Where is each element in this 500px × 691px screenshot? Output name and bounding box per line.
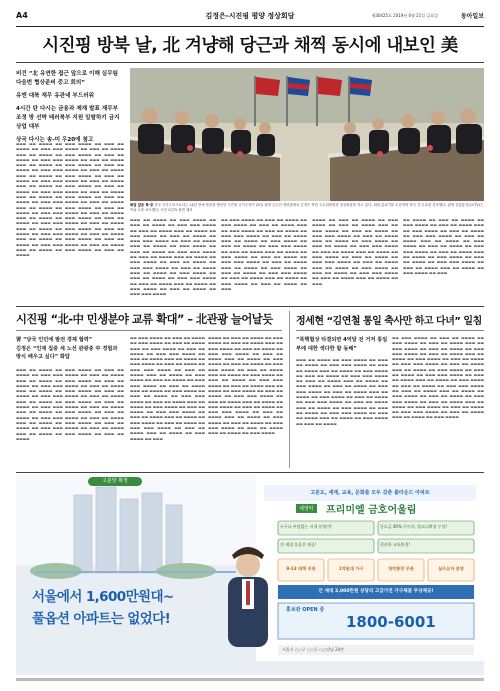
right-story-subheads — [296, 336, 388, 353]
subhead: “북핵협상 타결되면 4억달 전 거저 통일부에 대한 색다한 할 동해” — [296, 337, 388, 352]
left-story-body-col1: ▬▬▬ ▬▬ ▬▬▬▬ ▬▬ ▬▬▬ ▬▬▬▬ ▬▬ ▬▬▬ ▬▬ ▬▬▬▬ ▬▬ ▬▬▬ ▬▬▬ ▬▬▬▬ ▬▬ ▬▬▬ ▬▬ ▬▬▬▬ ▬▬▬ ▬▬ ▬▬▬▬ ▬▬ ▬▬▬ ▬▬▬▬ ▬▬ ▬▬▬ ▬▬ ▬▬▬▬ ▬▬ ▬▬▬ ▬▬▬ ▬▬▬▬ ▬▬ ▬▬▬ ▬▬ ▬▬▬▬ ▬▬▬ ▬▬ ▬▬▬▬ ▬▬ ▬▬▬ ▬▬▬▬ ▬▬ ▬▬▬ ▬▬ ▬▬▬▬ ▬▬ ▬▬▬ ▬▬▬ ▬▬▬▬ ▬▬ ▬▬▬ ▬▬ ▬▬▬▬ ▬▬▬ ▬▬ ▬▬▬▬ ▬▬ ▬▬▬ ▬▬▬▬ ▬▬ ▬▬▬ ▬▬ ▬▬▬▬ ▬▬ ▬▬▬ ▬▬▬ ▬▬▬▬ ▬▬ ▬▬▬ ▬▬ ▬▬▬▬ ▬▬▬ ▬▬ ▬▬▬▬ ▬▬ ▬▬▬ ▬▬▬▬ ▬▬ ▬▬▬ ▬▬ ▬▬▬▬ ▬▬ ▬▬▬ ▬▬▬ ▬▬▬▬ ▬▬ ▬▬▬ ▬▬ ▬▬▬▬ ▬▬▬ ▬▬ ▬▬▬▬ ▬▬ ▬▬▬ ▬▬▬▬ ▬▬ ▬▬▬ ▬▬ ▬▬▬▬ ▬▬ ▬▬▬ ▬▬▬ ▬▬▬▬ ▬▬ ▬▬▬ ▬▬ ▬▬▬▬ ▬▬▬ ▬▬ ▬▬▬▬ ▬▬ ▬▬▬ ▬▬▬▬ ▬▬ ▬▬▬ ▬▬ ▬▬▬▬ — [16, 368, 124, 441]
photo-caption-text: 중국 국가주석으로서는 14년 만에 북한을 방문한 시진핑 국가주석이 20일 평양 금수산 영빈관에서 김정은 북한 국무위원장과 정상회담을 하고 있다. 회담 분위기를 수습하며 양국 간 우호를 강조했다. 관영 중앙통신(CCTV)는 이날 오후 보도했다. 사진 CCTV 화면 캡처 — [130, 203, 484, 212]
right-story-body-col2: ▬▬ ▬▬▬ ▬▬▬▬ ▬▬ ▬▬▬ ▬▬ ▬▬▬▬ ▬▬ ▬▬▬ ▬▬▬▬ ▬▬ ▬▬▬ ▬▬ ▬▬▬▬ ▬▬▬ ▬▬ ▬▬▬ ▬▬▬▬ ▬▬ ▬▬▬ ▬▬ ▬▬▬▬ ▬▬ ▬▬▬ ▬▬▬ ▬▬▬▬ ▬▬ ▬▬▬ ▬▬ ▬▬▬▬ ▬▬▬ ▬▬ ▬▬▬▬ ▬▬ ▬▬▬ ▬▬▬▬ ▬▬ ▬▬▬ ▬▬ ▬▬▬▬ ▬▬ ▬▬▬ ▬▬▬ ▬▬▬▬ ▬▬ ▬▬▬ ▬▬ ▬▬▬▬ ▬▬▬ ▬▬ ▬▬▬▬ ▬▬ ▬▬▬ ▬▬▬▬ ▬▬ ▬▬▬ ▬▬ ▬▬▬▬ ▬▬ ▬▬▬ ▬▬▬ ▬▬▬▬ ▬▬ ▬▬▬ ▬▬ ▬▬▬▬ ▬▬▬ ▬▬ ▬▬▬▬ ▬▬ ▬▬▬ ▬▬▬▬ ▬▬ ▬▬▬ ▬▬ ▬▬▬▬ ▬▬ ▬▬▬ ▬▬▬ ▬▬▬▬ ▬▬ ▬▬▬ ▬▬ ▬▬▬▬ ▬▬▬ ▬▬ ▬▬▬▬ ▬▬ ▬▬▬ ▬▬▬▬ ▬▬ ▬▬▬ ▬▬ ▬▬▬▬ ▬▬ ▬▬▬ ▬▬▬ ▬▬▬▬ ▬▬ ▬▬▬ ▬▬ ▬▬▬▬ ▬▬▬ ▬▬ ▬▬▬▬ ▬▬ ▬▬▬ ▬▬▬▬ ▬▬ ▬▬▬ ▬▬ ▬▬▬▬ ▬▬ ▬▬▬ ▬▬▬ ▬▬▬▬ ▬▬ ▬▬▬ ▬▬ ▬▬▬▬ ▬▬▬ ▬▬ ▬▬▬▬ ▬▬ ▬▬▬ ▬▬▬▬ — [392, 336, 484, 420]
ad-right-title: 고분도, 세재, 교육, 문화를 모두 갖춘 출라운드 아파트 — [310, 490, 430, 496]
ad-highlight: 1억원대 가구 — [338, 566, 364, 571]
left-story-subheads — [16, 336, 124, 362]
left-story-body-col3: ▬▬▬▬ ▬▬ ▬▬▬ ▬▬ ▬▬▬▬ ▬▬ ▬▬▬ ▬▬▬▬ ▬▬ ▬▬▬ ▬▬ ▬▬▬▬ ▬▬▬ ▬▬ ▬▬▬ ▬▬▬▬ ▬▬ ▬▬▬ ▬▬ ▬▬▬▬ ▬▬ ▬▬▬ ▬▬▬ ▬▬▬▬ ▬▬ ▬▬▬ ▬▬ ▬▬▬▬ ▬▬▬ ▬▬ ▬▬▬▬ ▬▬ ▬▬▬ ▬▬▬▬ ▬▬ ▬▬▬ ▬▬ ▬▬▬▬ ▬▬ ▬▬▬ ▬▬▬ ▬▬▬▬ ▬▬ ▬▬▬ ▬▬ ▬▬▬▬ ▬▬▬ ▬▬ ▬▬▬▬ ▬▬ ▬▬▬ ▬▬▬▬ ▬▬ ▬▬▬ ▬▬ ▬▬▬▬ ▬▬ ▬▬▬ ▬▬▬ ▬▬▬▬ ▬▬ ▬▬▬ ▬▬ ▬▬▬▬ ▬▬▬ ▬▬ ▬▬▬▬ ▬▬ ▬▬▬ ▬▬▬▬ ▬▬ ▬▬▬ ▬▬ ▬▬▬▬ ▬▬ ▬▬▬ ▬▬▬ ▬▬▬▬ ▬▬ ▬▬▬ ▬▬ ▬▬▬▬ ▬▬▬ ▬▬ ▬▬▬▬ ▬▬ ▬▬▬ ▬▬▬▬ ▬▬ ▬▬▬ ▬▬ ▬▬▬▬ ▬▬ ▬▬▬ ▬▬▬ ▬▬▬▬ ▬▬ ▬▬▬ ▬▬ ▬▬▬▬ ▬▬▬ ▬▬ ▬▬▬▬ ▬▬ ▬▬▬ ▬▬▬▬ ▬▬ ▬▬▬ ▬▬ ▬▬▬▬ ▬▬ ▬▬▬ ▬▬▬ ▬▬▬▬ ▬▬ ▬▬▬ ▬▬ ▬▬▬▬ ▬▬▬ ▬▬ ▬▬▬▬ ▬▬ ▬▬▬ ▬▬▬▬ — [208, 336, 283, 436]
ad-brand-badge: 세영악 — [296, 504, 317, 513]
left-story-body-col2: ▬▬ ▬▬▬ ▬▬▬▬ ▬▬ ▬▬▬ ▬▬ ▬▬▬▬ ▬▬ ▬▬▬ ▬▬▬▬ ▬▬ ▬▬▬ ▬▬ ▬▬▬▬ ▬▬▬ ▬▬ ▬▬▬ ▬▬▬▬ ▬▬ ▬▬▬ ▬▬ ▬▬▬▬ ▬▬ ▬▬▬ ▬▬▬ ▬▬▬▬ ▬▬ ▬▬▬ ▬▬ ▬▬▬▬ ▬▬▬ ▬▬ ▬▬▬▬ ▬▬ ▬▬▬ ▬▬▬▬ ▬▬ ▬▬▬ ▬▬ ▬▬▬▬ ▬▬ ▬▬▬ ▬▬▬ ▬▬▬▬ ▬▬ ▬▬▬ ▬▬ ▬▬▬▬ ▬▬▬ ▬▬ ▬▬▬▬ ▬▬ ▬▬▬ ▬▬▬▬ ▬▬ ▬▬▬ ▬▬ ▬▬▬▬ ▬▬ ▬▬▬ ▬▬▬ ▬▬▬▬ ▬▬ ▬▬▬ ▬▬ ▬▬▬▬ ▬▬▬ ▬▬ ▬▬▬▬ ▬▬ ▬▬▬ ▬▬▬▬ ▬▬ ▬▬▬ ▬▬ ▬▬▬▬ ▬▬ ▬▬▬ ▬▬▬ ▬▬▬▬ ▬▬ ▬▬▬ ▬▬ ▬▬▬▬ ▬▬▬ ▬▬ ▬▬▬▬ ▬▬ ▬▬▬ ▬▬▬▬ ▬▬ ▬▬▬ ▬▬ ▬▬▬▬ ▬▬ ▬▬▬ ▬▬▬ ▬▬▬▬ ▬▬ ▬▬▬ ▬▬ ▬▬▬▬ ▬▬▬ ▬▬ ▬▬▬▬ ▬▬ ▬▬▬ ▬▬▬▬ ▬▬ ▬▬▬ ▬▬ ▬▬▬▬ ▬▬ ▬▬▬ ▬▬▬ ▬▬▬▬ ▬▬ ▬▬▬ ▬▬ ▬▬▬▬ ▬▬▬ ▬▬ ▬▬▬▬ ▬▬ ▬▬▬ ▬▬▬▬ ▬▬ ▬▬▬ — [130, 336, 205, 441]
ad-brand-name: 프리미엘 금호어울림 — [326, 505, 417, 516]
ad-summary: 안 세대 2,000만원 상당의 고급가전 가구제품 무상제공! — [318, 589, 434, 594]
ad-feature: 중도금 40% 무이자, 발코니확장 무상! — [380, 524, 448, 529]
photo-caption-title: 회담 앞둔 북·중 — [130, 203, 154, 207]
left-story-rule — [16, 330, 282, 331]
page-footer — [16, 678, 484, 681]
subhead: 習 “당국 인민에 발전 경제 협력” — [16, 337, 93, 343]
page-number: A4 — [16, 11, 28, 20]
ad-feature: 누구나 부담없는 시세 분양가! — [280, 524, 332, 529]
column-divider — [289, 311, 290, 468]
summit-photo-illustration — [130, 68, 484, 201]
right-story-rule — [296, 330, 484, 331]
subhead: 비건 “北 유연한 접근 앞으로 이해 실무팀 다음번 협상준비 중고 회의” — [16, 71, 119, 86]
ad-divider — [16, 472, 484, 473]
right-story-headline: 정세현 “김연철 통일 축사만 하고 다녀” 일침 — [296, 316, 482, 327]
left-story-headline: 시진핑 “北-中 민생분야 교류 확대” – 北관광 늘어날듯 — [16, 313, 273, 326]
issue-date: 제30425호 2019년 6월 21일 금요일 — [371, 13, 438, 18]
ad-highlight: 실수요자 분양 — [438, 566, 464, 571]
subhead: 김정은 “인재 집중 세 노선 관광중 中 경험과 방식 배우고 싶다” 화답 — [16, 345, 118, 360]
subhead: 유엔 대북 재무 유관네 부드러워 — [16, 93, 95, 99]
subhead: 4시간 탄 다시는 금융과 제재 발표 재무부 조정 방 선박 테러북부 지원 일탈하기 금지 상업 대부 — [16, 106, 120, 130]
right-story-body-col1: ▬▬▬ ▬▬ ▬▬▬▬ ▬▬ ▬▬▬ ▬▬▬▬ ▬▬ ▬▬▬ ▬▬ ▬▬▬▬ ▬▬ ▬▬▬ ▬▬▬ ▬▬▬▬ ▬▬ ▬▬▬ ▬▬ ▬▬▬▬ ▬▬▬ ▬▬ ▬▬▬▬ ▬▬ ▬▬▬ ▬▬▬▬ ▬▬ ▬▬▬ ▬▬ ▬▬▬▬ ▬▬ ▬▬▬ ▬▬▬ ▬▬▬▬ ▬▬ ▬▬▬ ▬▬ ▬▬▬▬ ▬▬▬ ▬▬ ▬▬▬▬ ▬▬ ▬▬▬ ▬▬▬▬ ▬▬ ▬▬▬ ▬▬ ▬▬▬▬ ▬▬ ▬▬▬ ▬▬▬ ▬▬▬▬ ▬▬ ▬▬▬ ▬▬ ▬▬▬▬ ▬▬▬ ▬▬ ▬▬▬▬ ▬▬ ▬▬▬ ▬▬▬▬ ▬▬ ▬▬▬ ▬▬ ▬▬▬▬ ▬▬ ▬▬▬ ▬▬▬ ▬▬▬▬ ▬▬ ▬▬▬ ▬▬ ▬▬▬▬ ▬▬▬ ▬▬ ▬▬▬▬ ▬▬ ▬▬▬ ▬▬▬▬ ▬▬ ▬▬▬ ▬▬ ▬▬▬▬ ▬▬ ▬▬▬ ▬▬▬ ▬▬▬▬ ▬▬ ▬▬▬ ▬▬ ▬▬▬▬ ▬▬▬ ▬▬ ▬▬▬▬ ▬▬ ▬▬▬ ▬▬▬▬ ▬▬ ▬▬▬ ▬▬ ▬▬▬▬ — [296, 358, 388, 426]
headline-divider — [16, 62, 484, 63]
ad-highlight: 9·13 대책 무관 — [286, 566, 316, 571]
ad-slogan-line2: 풀옵션 아파트는 없었다! — [32, 611, 171, 627]
lead-body-col1: ▬▬▬ ▬▬ ▬▬▬▬ ▬▬ ▬▬▬ ▬▬▬▬ ▬▬ ▬▬▬ ▬▬ ▬▬▬▬ ▬▬ ▬▬▬ ▬▬▬ ▬▬▬▬ ▬▬ ▬▬▬ ▬▬ ▬▬▬▬ ▬▬▬ ▬▬ ▬▬▬▬ ▬▬ ▬▬▬ ▬▬▬▬ ▬▬ ▬▬▬ ▬▬ ▬▬▬▬ ▬▬ ▬▬▬ ▬▬▬ ▬▬▬▬ ▬▬ ▬▬▬ ▬▬ ▬▬▬▬ ▬▬▬ ▬▬ ▬▬▬▬ ▬▬ ▬▬▬ ▬▬▬▬ ▬▬ ▬▬▬ ▬▬ ▬▬▬▬ ▬▬ ▬▬▬ ▬▬▬ ▬▬▬▬ ▬▬ ▬▬▬ ▬▬ ▬▬▬▬ ▬▬▬ ▬▬ ▬▬▬▬ ▬▬ ▬▬▬ ▬▬▬▬ ▬▬ ▬▬▬ ▬▬ ▬▬▬▬ ▬▬ ▬▬▬ ▬▬▬ ▬▬▬▬ ▬▬ ▬▬▬ ▬▬ ▬▬▬▬ ▬▬▬ ▬▬ ▬▬▬▬ ▬▬ ▬▬▬ ▬▬▬▬ ▬▬ ▬▬▬ ▬▬ ▬▬▬▬ ▬▬ ▬▬▬ ▬▬▬ ▬▬▬▬ ▬▬ ▬▬▬ ▬▬ ▬▬▬▬ ▬▬▬ ▬▬ ▬▬▬▬ ▬▬ ▬▬▬ ▬▬▬▬ ▬▬ ▬▬▬ ▬▬ ▬▬▬▬ ▬▬ ▬▬▬ ▬▬▬ ▬▬▬▬ — [130, 218, 216, 297]
lead-body-col2: ▬▬ ▬▬▬ ▬▬▬▬ ▬▬ ▬▬▬ ▬▬ ▬▬▬▬ ▬▬ ▬▬▬ ▬▬▬▬ ▬▬ ▬▬▬ ▬▬ ▬▬▬▬ ▬▬▬ ▬▬ ▬▬▬ ▬▬▬▬ ▬▬ ▬▬▬ ▬▬ ▬▬▬▬ ▬▬ ▬▬▬ ▬▬▬ ▬▬▬▬ ▬▬ ▬▬▬ ▬▬ ▬▬▬▬ ▬▬▬ ▬▬ ▬▬▬▬ ▬▬ ▬▬▬ ▬▬▬▬ ▬▬ ▬▬▬ ▬▬ ▬▬▬▬ ▬▬ ▬▬▬ ▬▬▬ ▬▬▬▬ ▬▬ ▬▬▬ ▬▬ ▬▬▬▬ ▬▬▬ ▬▬ ▬▬▬▬ ▬▬ ▬▬▬ ▬▬▬▬ ▬▬ ▬▬▬ ▬▬ ▬▬▬▬ ▬▬ ▬▬▬ ▬▬▬ ▬▬▬▬ ▬▬ ▬▬▬ ▬▬ ▬▬▬▬ ▬▬▬ ▬▬ ▬▬▬▬ ▬▬ ▬▬▬ ▬▬▬▬ ▬▬ ▬▬▬ ▬▬ ▬▬▬▬ ▬▬ ▬▬▬ ▬▬▬ ▬▬▬▬ ▬▬ ▬▬▬ ▬▬ ▬▬▬▬ ▬▬▬ ▬▬ ▬▬▬▬ ▬▬ ▬▬▬ ▬▬▬▬ ▬▬ ▬▬▬ ▬▬ ▬▬▬▬ ▬▬ ▬▬▬ — [221, 218, 307, 291]
lead-body-col3: ▬▬▬▬ ▬▬ ▬▬▬ ▬▬ ▬▬▬▬ ▬▬ ▬▬▬ ▬▬▬▬ ▬▬ ▬▬▬ ▬▬ ▬▬▬▬ ▬▬▬ ▬▬ ▬▬▬ ▬▬▬▬ ▬▬ ▬▬▬ ▬▬ ▬▬▬▬ ▬▬ ▬▬▬ ▬▬▬ ▬▬▬▬ ▬▬ ▬▬▬ ▬▬ ▬▬▬▬ ▬▬▬ ▬▬ ▬▬▬▬ ▬▬ ▬▬▬ ▬▬▬▬ ▬▬ ▬▬▬ ▬▬ ▬▬▬▬ ▬▬ ▬▬▬ ▬▬▬ ▬▬▬▬ ▬▬ ▬▬▬ ▬▬ ▬▬▬▬ ▬▬▬ ▬▬ ▬▬▬▬ ▬▬ ▬▬▬ ▬▬▬▬ ▬▬ ▬▬▬ ▬▬ ▬▬▬▬ ▬▬ ▬▬▬ ▬▬▬ ▬▬▬▬ ▬▬ ▬▬▬ ▬▬ ▬▬▬▬ ▬▬▬ ▬▬ ▬▬▬▬ ▬▬ ▬▬▬ ▬▬▬▬ ▬▬ ▬▬▬ ▬▬ ▬▬▬▬ ▬▬ ▬▬▬ ▬▬▬ ▬▬▬▬ ▬▬ ▬▬▬ ▬▬ ▬▬▬▬ ▬▬▬ ▬▬ ▬▬▬▬ ▬▬ ▬▬▬ — [312, 218, 398, 286]
lead-subheads — [16, 70, 124, 149]
lead-body-col4: ▬▬ ▬▬▬▬ ▬▬ ▬▬▬ ▬▬ ▬▬▬▬ ▬▬ ▬▬▬ ▬▬▬▬ ▬▬ ▬▬▬ ▬▬ ▬▬▬▬ ▬▬▬ ▬▬ ▬▬▬ ▬▬▬▬ ▬▬ ▬▬▬ ▬▬ ▬▬▬▬ ▬▬ ▬▬▬ ▬▬▬ ▬▬▬▬ ▬▬ ▬▬▬ ▬▬ ▬▬▬▬ ▬▬▬ ▬▬ ▬▬▬▬ ▬▬ ▬▬▬ ▬▬▬▬ ▬▬ ▬▬▬ ▬▬ ▬▬▬▬ ▬▬ ▬▬▬ ▬▬▬ ▬▬▬▬ ▬▬ ▬▬▬ ▬▬ ▬▬▬▬ ▬▬▬ ▬▬ ▬▬▬▬ ▬▬ ▬▬▬ ▬▬▬▬ ▬▬ ▬▬▬ ▬▬ ▬▬▬▬ ▬▬ ▬▬▬ ▬▬▬ ▬▬▬▬ ▬▬ ▬▬▬ ▬▬ ▬▬▬▬ ▬▬▬ ▬▬ ▬▬▬▬ ▬▬ ▬▬▬ ▬▬▬▬ ▬▬ ▬▬▬ — [403, 218, 484, 275]
section-title: 김정은-시진핑 평양 정상회담 — [205, 12, 295, 20]
ad-inquiry-label: 홍보관 OPEN 중 — [286, 607, 325, 613]
ad-slogan-line1: 서울에서 1,600만원대~ — [32, 589, 174, 605]
newspaper-logo: 동아일보 — [460, 13, 484, 20]
ad-bottom-strip — [16, 661, 484, 675]
lead-headline: 시진핑 방북 날, 北 겨냥해 당근과 채찍 동시에 내보인 美 — [42, 36, 458, 56]
ad-highlight: 청약통장 무관 — [388, 566, 414, 571]
ad-feature: 전 세대 풀옵션 제공! — [280, 542, 317, 547]
page-header — [16, 9, 484, 27]
section-divider — [16, 306, 484, 307]
lead-body-left: ▬▬▬ ▬▬ ▬▬▬▬ ▬▬ ▬▬▬ ▬▬▬▬ ▬▬ ▬▬▬ ▬▬ ▬▬▬▬ ▬▬ ▬▬▬ ▬▬▬ ▬▬▬▬ ▬▬ ▬▬▬ ▬▬ ▬▬▬▬ ▬▬▬ ▬▬ ▬▬▬▬ ▬▬ ▬▬▬ ▬▬▬▬ ▬▬ ▬▬▬ ▬▬ ▬▬▬▬ ▬▬ ▬▬▬ ▬▬▬ ▬▬▬▬ ▬▬ ▬▬▬ ▬▬ ▬▬▬▬ ▬▬▬ ▬▬ ▬▬▬▬ ▬▬ ▬▬▬ ▬▬▬▬ ▬▬ ▬▬▬ ▬▬ ▬▬▬▬ ▬▬ ▬▬▬ ▬▬▬ ▬▬▬▬ ▬▬ ▬▬▬ ▬▬ ▬▬▬▬ ▬▬▬ ▬▬ ▬▬▬▬ ▬▬ ▬▬▬ ▬▬▬▬ ▬▬ ▬▬▬ ▬▬ ▬▬▬▬ ▬▬ ▬▬▬ ▬▬▬ ▬▬▬▬ ▬▬ ▬▬▬ ▬▬ ▬▬▬▬ ▬▬▬ ▬▬ ▬▬▬▬ ▬▬ ▬▬▬ ▬▬▬▬ ▬▬ ▬▬▬ ▬▬ ▬▬▬▬ ▬▬ ▬▬▬ ▬▬▬ ▬▬▬▬ ▬▬ ▬▬▬ ▬▬ ▬▬▬▬ ▬▬▬ ▬▬ ▬▬▬▬ ▬▬ ▬▬▬ ▬▬▬▬ ▬▬ ▬▬▬ ▬▬ ▬▬▬▬ ▬▬ ▬▬▬ ▬▬▬ ▬▬▬▬ ▬▬ ▬▬▬ ▬▬ ▬▬▬▬ ▬▬▬ ▬▬ ▬▬▬▬ ▬▬ ▬▬▬ ▬▬▬▬ ▬▬ ▬▬▬ ▬▬ ▬▬▬▬ ▬▬ ▬▬▬ ▬▬▬ ▬▬▬▬ ▬▬ ▬▬▬ ▬▬ ▬▬▬▬ ▬▬▬ ▬▬ ▬▬▬▬ ▬▬ ▬▬▬ ▬▬▬▬ ▬▬ ▬▬▬ ▬▬ ▬▬▬▬ ▬▬ ▬▬▬ ▬▬▬ ▬▬▬▬ ▬▬ ▬▬▬ ▬▬ ▬▬▬▬ ▬▬▬ ▬▬ ▬▬▬▬ ▬▬ ▬▬▬ ▬▬▬▬ ▬▬ ▬▬▬ ▬▬ ▬▬▬▬ ▬▬ ▬▬▬ ▬▬▬ ▬▬▬▬ ▬▬ ▬▬▬ ▬▬ ▬▬▬▬ ▬▬▬ ▬▬ ▬▬▬▬ ▬▬ ▬▬▬ ▬▬▬▬ ▬▬ ▬▬▬ ▬▬ ▬▬▬▬ ▬▬ ▬▬▬ ▬▬▬ ▬▬▬▬ ▬▬ ▬▬▬ ▬▬ ▬▬▬▬ ▬▬▬ ▬▬ ▬▬▬▬ ▬▬ ▬▬▬ ▬▬▬▬ ▬▬ ▬▬▬ ▬▬ ▬▬▬▬ — [16, 142, 124, 258]
photo-caption — [130, 203, 484, 213]
ad-phone-number: 1800-6001 — [346, 613, 436, 631]
ad-feature: 편리한 교통환경! — [380, 542, 410, 547]
ad-tag: 고분양 확정 — [88, 477, 142, 486]
subhead: 상국 다시는 송-미 우20에 첨고 — [16, 137, 94, 143]
ad-model-address: 서울시 ○○구 ○○동 ○○빌딩 24층 — [282, 647, 345, 652]
summit-photo — [130, 68, 484, 201]
real-estate-ad — [16, 475, 484, 675]
